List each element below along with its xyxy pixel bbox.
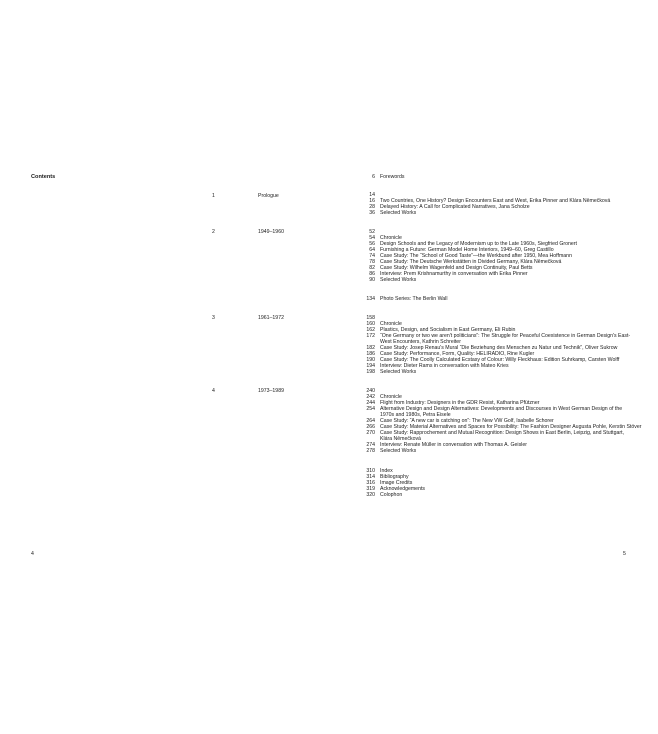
list-item (359, 369, 658, 375)
toc-title: Interview: Dieter Rams in conversation with Mateo Kries (380, 363, 509, 369)
toc-page: 162 (366, 327, 375, 333)
toc-page: 182 (366, 345, 375, 351)
toc-title: Chronicle (380, 321, 402, 327)
toc-title: Selected Works (380, 210, 417, 216)
toc-title: Interview: Prem Krishnamurthy in conversation with Erika Pinner (380, 271, 528, 277)
toc-title: Selected Works (380, 448, 417, 454)
toc-page: 160 (366, 321, 375, 327)
toc-page: 198 (366, 369, 375, 375)
part-title: 1961–1972 (258, 315, 284, 321)
toc-page: 64 (369, 247, 375, 253)
toc-page: 36 (369, 210, 375, 216)
toc-page: 90 (369, 277, 375, 283)
toc-page: 78 (369, 259, 375, 265)
toc-page: 190 (366, 357, 375, 363)
part-number: 4 (212, 388, 215, 394)
list-item (359, 296, 658, 302)
part-title: 1949–1960 (258, 229, 284, 235)
toc-title: Case Study: The Deutsche Werkstätten in Divided Germany, Klára Němečková (380, 259, 562, 265)
toc-page: 242 (366, 394, 375, 400)
toc-title: Case Study: “A new car is catching on”: The New VW Golf, Isabelle Schorer (380, 418, 554, 424)
toc-title: Case Study: The Coolly Calculated Ecstasy of Colour: Willy Fleckhaus: Edition Suhrkamp, Carsten Wolff (380, 357, 620, 363)
toc-entry-forewords (359, 174, 649, 182)
toc-page: 266 (366, 424, 375, 430)
toc-page: 270 (366, 430, 375, 436)
toc-title: Forewords (380, 174, 405, 180)
toc-title: Case Study: Performance, Form, Quality: HELIRADIO, Rine Kugler (380, 351, 535, 357)
toc-page: 52 (369, 229, 375, 235)
list-item (359, 492, 658, 498)
toc-page: 186 (366, 351, 375, 357)
toc-page: 316 (366, 480, 375, 486)
toc-title: Index (380, 468, 393, 474)
toc-page: 274 (366, 442, 375, 448)
toc-title: Furnishing a Future: German Model Home Interiors, 1949–60, Greg Castillo (380, 247, 554, 253)
part-title: 1973–1989 (258, 388, 284, 394)
toc-page: 194 (366, 363, 375, 369)
toc-title: Alternative Design and Design Alternatives: Developments and Discourses in West German Design of the 1970s and 1980s, Petra Eisele (380, 406, 623, 419)
toc-page: 158 (366, 315, 375, 321)
toc-title: Case Study: The “School of Good Taste”—the Werkbund after 1950, Mea Hoffmann (380, 253, 572, 259)
toc-page: 319 (366, 486, 375, 492)
toc-title: Flight from Industry: Designers in the GDR Resist, Katharina Pfützner (380, 400, 540, 406)
toc-page: 28 (369, 204, 375, 210)
toc-page: 172 (366, 333, 375, 339)
toc-title: “One Germany or two we aren't politicians”: The Struggle for Peaceful Coexistence in German Design's East-West Encounters, Kathrin Schreiter (380, 333, 631, 346)
toc-title: Plastics, Design, and Socialism in East Germany, Eli Rubin (380, 327, 516, 333)
toc-title: Chronicle (380, 394, 402, 400)
toc-title: Photo Series: The Berlin Wall (380, 296, 448, 302)
toc-title: Acknowledgements (380, 486, 425, 492)
right-page-number: 5 (623, 551, 626, 557)
toc-page: 134 (366, 296, 375, 302)
toc-page: 54 (369, 235, 375, 241)
part-number: 1 (212, 193, 215, 199)
toc-title: Case Study: Material Alternatives and Spaces for Possibility: The Fashion Designer Augusta Pohle, Kerstin Stöver (380, 424, 642, 430)
toc-title: Interview: Renate Müller in conversation with Thomas A. Geisler (380, 442, 527, 448)
toc-title: Two Countries, One History? Design Encounters East and West, Erika Pinner and Klára Němečková (380, 198, 611, 204)
toc-page: 254 (366, 406, 375, 412)
left-page-number: 4 (31, 551, 34, 557)
toc-page: 244 (366, 400, 375, 406)
toc-title: Chronicle (380, 235, 402, 241)
toc-page: 6 (372, 174, 375, 180)
list-item (359, 210, 658, 216)
toc-page: 278 (366, 448, 375, 454)
toc-title: Selected Works (380, 277, 417, 283)
contents-heading: Contents (31, 174, 56, 180)
toc-page: 14 (369, 192, 375, 198)
list-item (359, 430, 658, 442)
toc-title: Selected Works (380, 369, 417, 375)
toc-title: Case Study: Josep Renau's Mural “Die Beziehung des Menschen zu Natur und Technik”, Oliver Sukrow (380, 345, 618, 351)
toc-title: Case Study: Wilhelm Wagenfeld and Design Continuity, Paul Betts (380, 265, 533, 271)
list-item (359, 448, 658, 454)
toc-title: Design Schools and the Legacy of Modernism up to the Late 1960s, Siegfried Gronert (380, 241, 577, 247)
list-item (359, 333, 658, 345)
toc-page: 310 (366, 468, 375, 474)
toc-title: Delayed History: A Call for Complicated Narratives, Jana Scholze (380, 204, 530, 210)
toc-page: 320 (366, 492, 375, 498)
list-item (359, 406, 658, 418)
part-title: Prologue (258, 193, 279, 199)
part-number: 3 (212, 315, 215, 321)
toc-title: Case Study: Rapprochement and Mutual Recognition: Design Shows in East Berlin, Leipzig, and Stuttgart, Klára Němečková (380, 430, 624, 443)
toc-page: 16 (369, 198, 375, 204)
toc-page: 240 (366, 388, 375, 394)
toc-title: Bibliography (380, 474, 409, 480)
toc-page: 82 (369, 265, 375, 271)
toc-page: 74 (369, 253, 375, 259)
toc-page: 86 (369, 271, 375, 277)
toc-title: Colophon (380, 492, 403, 498)
toc-page: 314 (366, 474, 375, 480)
part-number: 2 (212, 229, 215, 235)
toc-title: Image Credits (380, 480, 413, 486)
table-of-contents (359, 192, 649, 512)
toc-page: 56 (369, 241, 375, 247)
toc-page: 264 (366, 418, 375, 424)
list-item (359, 277, 658, 283)
